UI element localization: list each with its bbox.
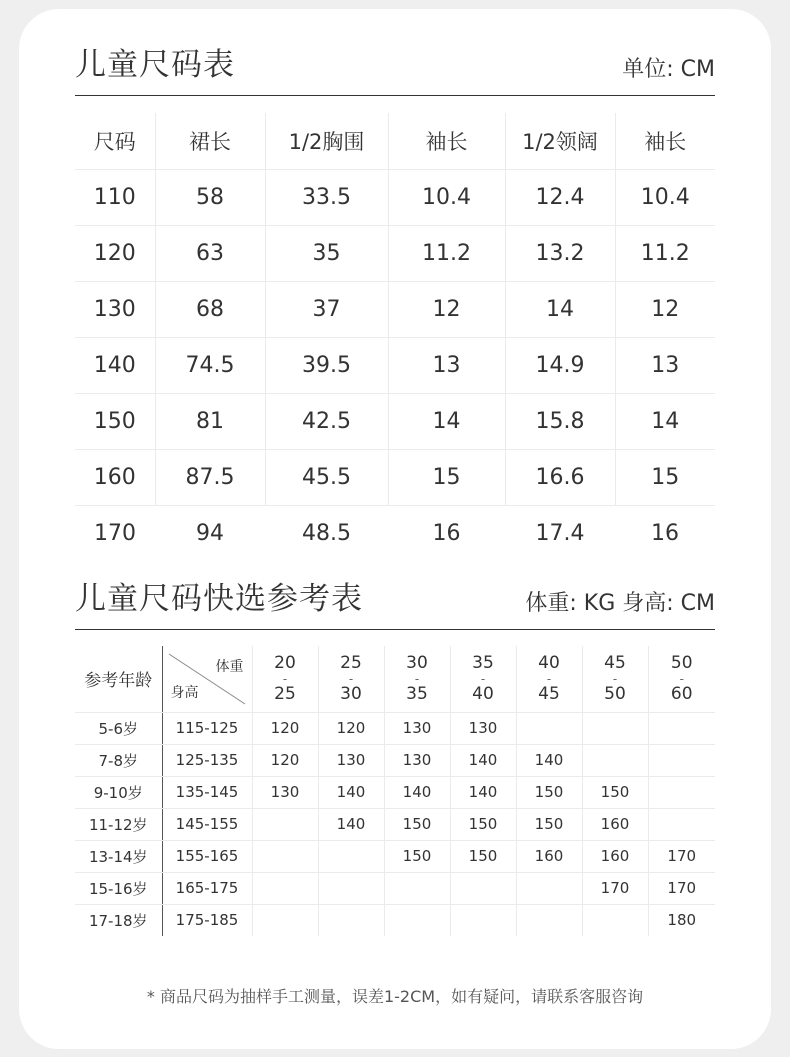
- size-table-cell: 37: [265, 281, 388, 337]
- size-table-cell: 48.5: [302, 520, 351, 546]
- size-table-cell: 15: [388, 449, 505, 505]
- weight-range-header: [450, 646, 516, 712]
- age-cell: 11-12岁: [75, 808, 162, 840]
- recommended-size-cell: [582, 904, 648, 936]
- footnote: * 商品尺码为抽样手工测量，误差1-2CM，如有疑问，请联系客服咨询: [146, 987, 644, 1006]
- quick-table-header-row: [75, 646, 715, 712]
- quick-table-title: 儿童尺码快选参考表: [75, 581, 363, 617]
- recommended-size-cell: 130: [384, 712, 450, 744]
- weight-range-header: [648, 646, 715, 712]
- recommended-size-cell: 140: [516, 744, 582, 776]
- weight-range-from: 30: [406, 652, 428, 673]
- weight-range-header: [318, 646, 384, 712]
- recommended-size-cell: 160: [582, 840, 648, 872]
- age-cell: 17-18岁: [75, 904, 162, 936]
- recommended-size-cell: [252, 904, 318, 936]
- height-range-cell: 175-185: [162, 904, 252, 936]
- size-table-row: [75, 449, 715, 505]
- recommended-size-cell: [516, 872, 582, 904]
- weight-range-separator: -: [282, 671, 288, 686]
- size-table-cell: 110: [75, 169, 155, 225]
- quick-size-table: [75, 646, 715, 936]
- recommended-size-cell: 120: [252, 712, 318, 744]
- size-table-cell: 13: [615, 337, 715, 393]
- age-cell: 7-8岁: [75, 744, 162, 776]
- weight-range-separator: -: [414, 671, 420, 686]
- size-table-cell: 39.5: [265, 337, 388, 393]
- weight-range-from: 45: [604, 652, 626, 673]
- weight-range-header: [582, 646, 648, 712]
- weight-range-separator: -: [348, 671, 354, 686]
- recommended-size-cell: 130: [384, 744, 450, 776]
- size-table-cell: 12.4: [505, 169, 615, 225]
- recommended-size-cell: 120: [318, 712, 384, 744]
- height-range-cell: 165-175: [162, 872, 252, 904]
- size-table-cell: 94: [196, 520, 224, 546]
- size-table: [75, 113, 715, 561]
- recommended-size-cell: 130: [450, 712, 516, 744]
- size-table-cell: 140: [75, 337, 155, 393]
- recommended-size-cell: 140: [384, 776, 450, 808]
- size-table-cell: 10.4: [615, 169, 715, 225]
- size-table-unit: 单位: CM: [622, 57, 715, 82]
- size-table-column-header: 袖长: [388, 113, 505, 169]
- recommended-size-cell: 150: [384, 808, 450, 840]
- size-table-column-header: 尺码: [75, 113, 155, 169]
- size-table-cell: 14.9: [505, 337, 615, 393]
- size-table-cell: 87.5: [155, 449, 265, 505]
- recommended-size-cell: [516, 712, 582, 744]
- recommended-size-cell: [318, 840, 384, 872]
- recommended-size-cell: [318, 904, 384, 936]
- size-table-row: [75, 225, 715, 281]
- recommended-size-cell: [384, 904, 450, 936]
- recommended-size-cell: [648, 808, 715, 840]
- height-range-cell: 145-155: [162, 808, 252, 840]
- recommended-size-cell: 160: [582, 808, 648, 840]
- age-cell: 9-10岁: [75, 776, 162, 808]
- size-table-cell: 16.6: [505, 449, 615, 505]
- recommended-size-cell: [252, 808, 318, 840]
- size-table-column-header: 1/2领阔: [505, 113, 615, 169]
- weight-range-from: 25: [340, 652, 362, 673]
- size-table-cell: 12: [615, 281, 715, 337]
- quick-table-row: [75, 872, 715, 904]
- quick-table-unit: 体重: KG 身高: CM: [525, 591, 715, 616]
- quick-table-row: [75, 904, 715, 936]
- size-table-column-header: 1/2胸围: [265, 113, 388, 169]
- weight-height-diagonal-header: [162, 646, 252, 712]
- recommended-size-cell: 180: [667, 911, 697, 930]
- recommended-size-cell: 170: [582, 872, 648, 904]
- size-table-cell: 33.5: [265, 169, 388, 225]
- size-table-cell: 12: [388, 281, 505, 337]
- recommended-size-cell: [384, 872, 450, 904]
- weight-range-separator: -: [546, 671, 552, 686]
- size-table-title: 儿童尺码表: [75, 47, 235, 83]
- size-table-cell: 14: [615, 393, 715, 449]
- recommended-size-cell: 150: [582, 776, 648, 808]
- weight-range-to: 45: [538, 683, 560, 704]
- recommended-size-cell: [648, 776, 715, 808]
- weight-range-from: 50: [670, 652, 693, 673]
- recommended-size-cell: 130: [318, 744, 384, 776]
- size-table-cell: 63: [155, 225, 265, 281]
- recommended-size-cell: [582, 744, 648, 776]
- recommended-size-cell: 130: [252, 776, 318, 808]
- quick-table-row: [75, 776, 715, 808]
- size-table-column-header: 裙长: [155, 113, 265, 169]
- recommended-size-cell: 160: [516, 840, 582, 872]
- size-table-cell: 15.8: [505, 393, 615, 449]
- size-table-cell: 16: [651, 520, 679, 546]
- recommended-size-cell: [252, 840, 318, 872]
- weight-range-to: 40: [472, 683, 494, 704]
- age-cell: 5-6岁: [75, 712, 162, 744]
- recommended-size-cell: 120: [252, 744, 318, 776]
- size-table-cell: 13.2: [505, 225, 615, 281]
- quick-table-row: [75, 808, 715, 840]
- size-table-row: [75, 281, 715, 337]
- recommended-size-cell: [648, 712, 715, 744]
- size-table-cell: 16: [432, 520, 461, 546]
- weight-range-from: 35: [472, 652, 494, 673]
- recommended-size-cell: [582, 712, 648, 744]
- size-table-cell: 42.5: [265, 393, 388, 449]
- size-table-column-header: 袖长: [615, 113, 715, 169]
- weight-range-from: 20: [274, 652, 296, 673]
- recommended-size-cell: [516, 904, 582, 936]
- recommended-size-cell: 170: [648, 840, 715, 872]
- recommended-size-cell: [648, 744, 715, 776]
- size-table-cell: 160: [75, 449, 155, 505]
- size-table-row: [75, 393, 715, 449]
- weight-range-separator: -: [679, 671, 684, 686]
- height-range-cell: 115-125: [162, 712, 252, 744]
- size-table-cell: 74.5: [155, 337, 265, 393]
- age-cell: 15-16岁: [75, 872, 162, 904]
- weight-range-header: [252, 646, 318, 712]
- size-table-row: [75, 505, 715, 561]
- size-table-cell: 120: [75, 225, 155, 281]
- size-table-cell: 11.2: [388, 225, 505, 281]
- weight-range-to: 60: [670, 683, 693, 704]
- weight-range-separator: -: [480, 671, 486, 686]
- recommended-size-cell: 140: [318, 808, 384, 840]
- age-cell: 13-14岁: [75, 840, 162, 872]
- size-table-cell: 81: [155, 393, 265, 449]
- quick-table-row: [75, 840, 715, 872]
- height-label: 身高: [170, 684, 199, 701]
- size-table-row: [75, 169, 715, 225]
- weight-range-separator: -: [612, 671, 618, 686]
- recommended-size-cell: 150: [450, 808, 516, 840]
- size-table-cell: 130: [75, 281, 155, 337]
- weight-range-to: 35: [406, 683, 428, 704]
- size-table-cell: 170: [94, 520, 136, 546]
- recommended-size-cell: [450, 872, 516, 904]
- size-table-cell: 14: [388, 393, 505, 449]
- weight-range-header: [516, 646, 582, 712]
- recommended-size-cell: 150: [384, 840, 450, 872]
- weight-range-to: 30: [340, 683, 362, 704]
- size-table-header: [75, 46, 715, 96]
- size-table-cell: 13: [388, 337, 505, 393]
- height-range-cell: 135-145: [162, 776, 252, 808]
- size-table-header-row: [75, 113, 715, 169]
- recommended-size-cell: 140: [318, 776, 384, 808]
- recommended-size-cell: [252, 872, 318, 904]
- size-table-cell: 17.4: [535, 520, 585, 546]
- recommended-size-cell: 150: [450, 840, 516, 872]
- age-column-header: 参考年龄: [75, 646, 162, 712]
- recommended-size-cell: 170: [648, 872, 715, 904]
- size-table-cell: 14: [505, 281, 615, 337]
- weight-range-to: 50: [604, 683, 626, 704]
- recommended-size-cell: 140: [450, 776, 516, 808]
- size-table-cell: 58: [155, 169, 265, 225]
- quick-table-header: [75, 580, 715, 630]
- size-table-cell: 10.4: [388, 169, 505, 225]
- quick-table-row: [75, 712, 715, 744]
- recommended-size-cell: [450, 904, 516, 936]
- quick-table-row: [75, 744, 715, 776]
- size-table-cell: 68: [155, 281, 265, 337]
- weight-label: 体重: [215, 659, 244, 675]
- height-range-cell: 155-165: [162, 840, 252, 872]
- recommended-size-cell: 140: [450, 744, 516, 776]
- height-range-cell: 125-135: [162, 744, 252, 776]
- size-table-cell: 11.2: [615, 225, 715, 281]
- weight-range-from: 40: [538, 652, 560, 673]
- recommended-size-cell: 150: [516, 776, 582, 808]
- size-table-cell: 150: [75, 393, 155, 449]
- weight-range-to: 25: [274, 683, 296, 704]
- recommended-size-cell: 150: [516, 808, 582, 840]
- size-table-cell: 45.5: [265, 449, 388, 505]
- recommended-size-cell: [318, 872, 384, 904]
- size-table-row: [75, 337, 715, 393]
- size-table-cell: 15: [615, 449, 715, 505]
- weight-range-header: [384, 646, 450, 712]
- size-table-cell: 35: [265, 225, 388, 281]
